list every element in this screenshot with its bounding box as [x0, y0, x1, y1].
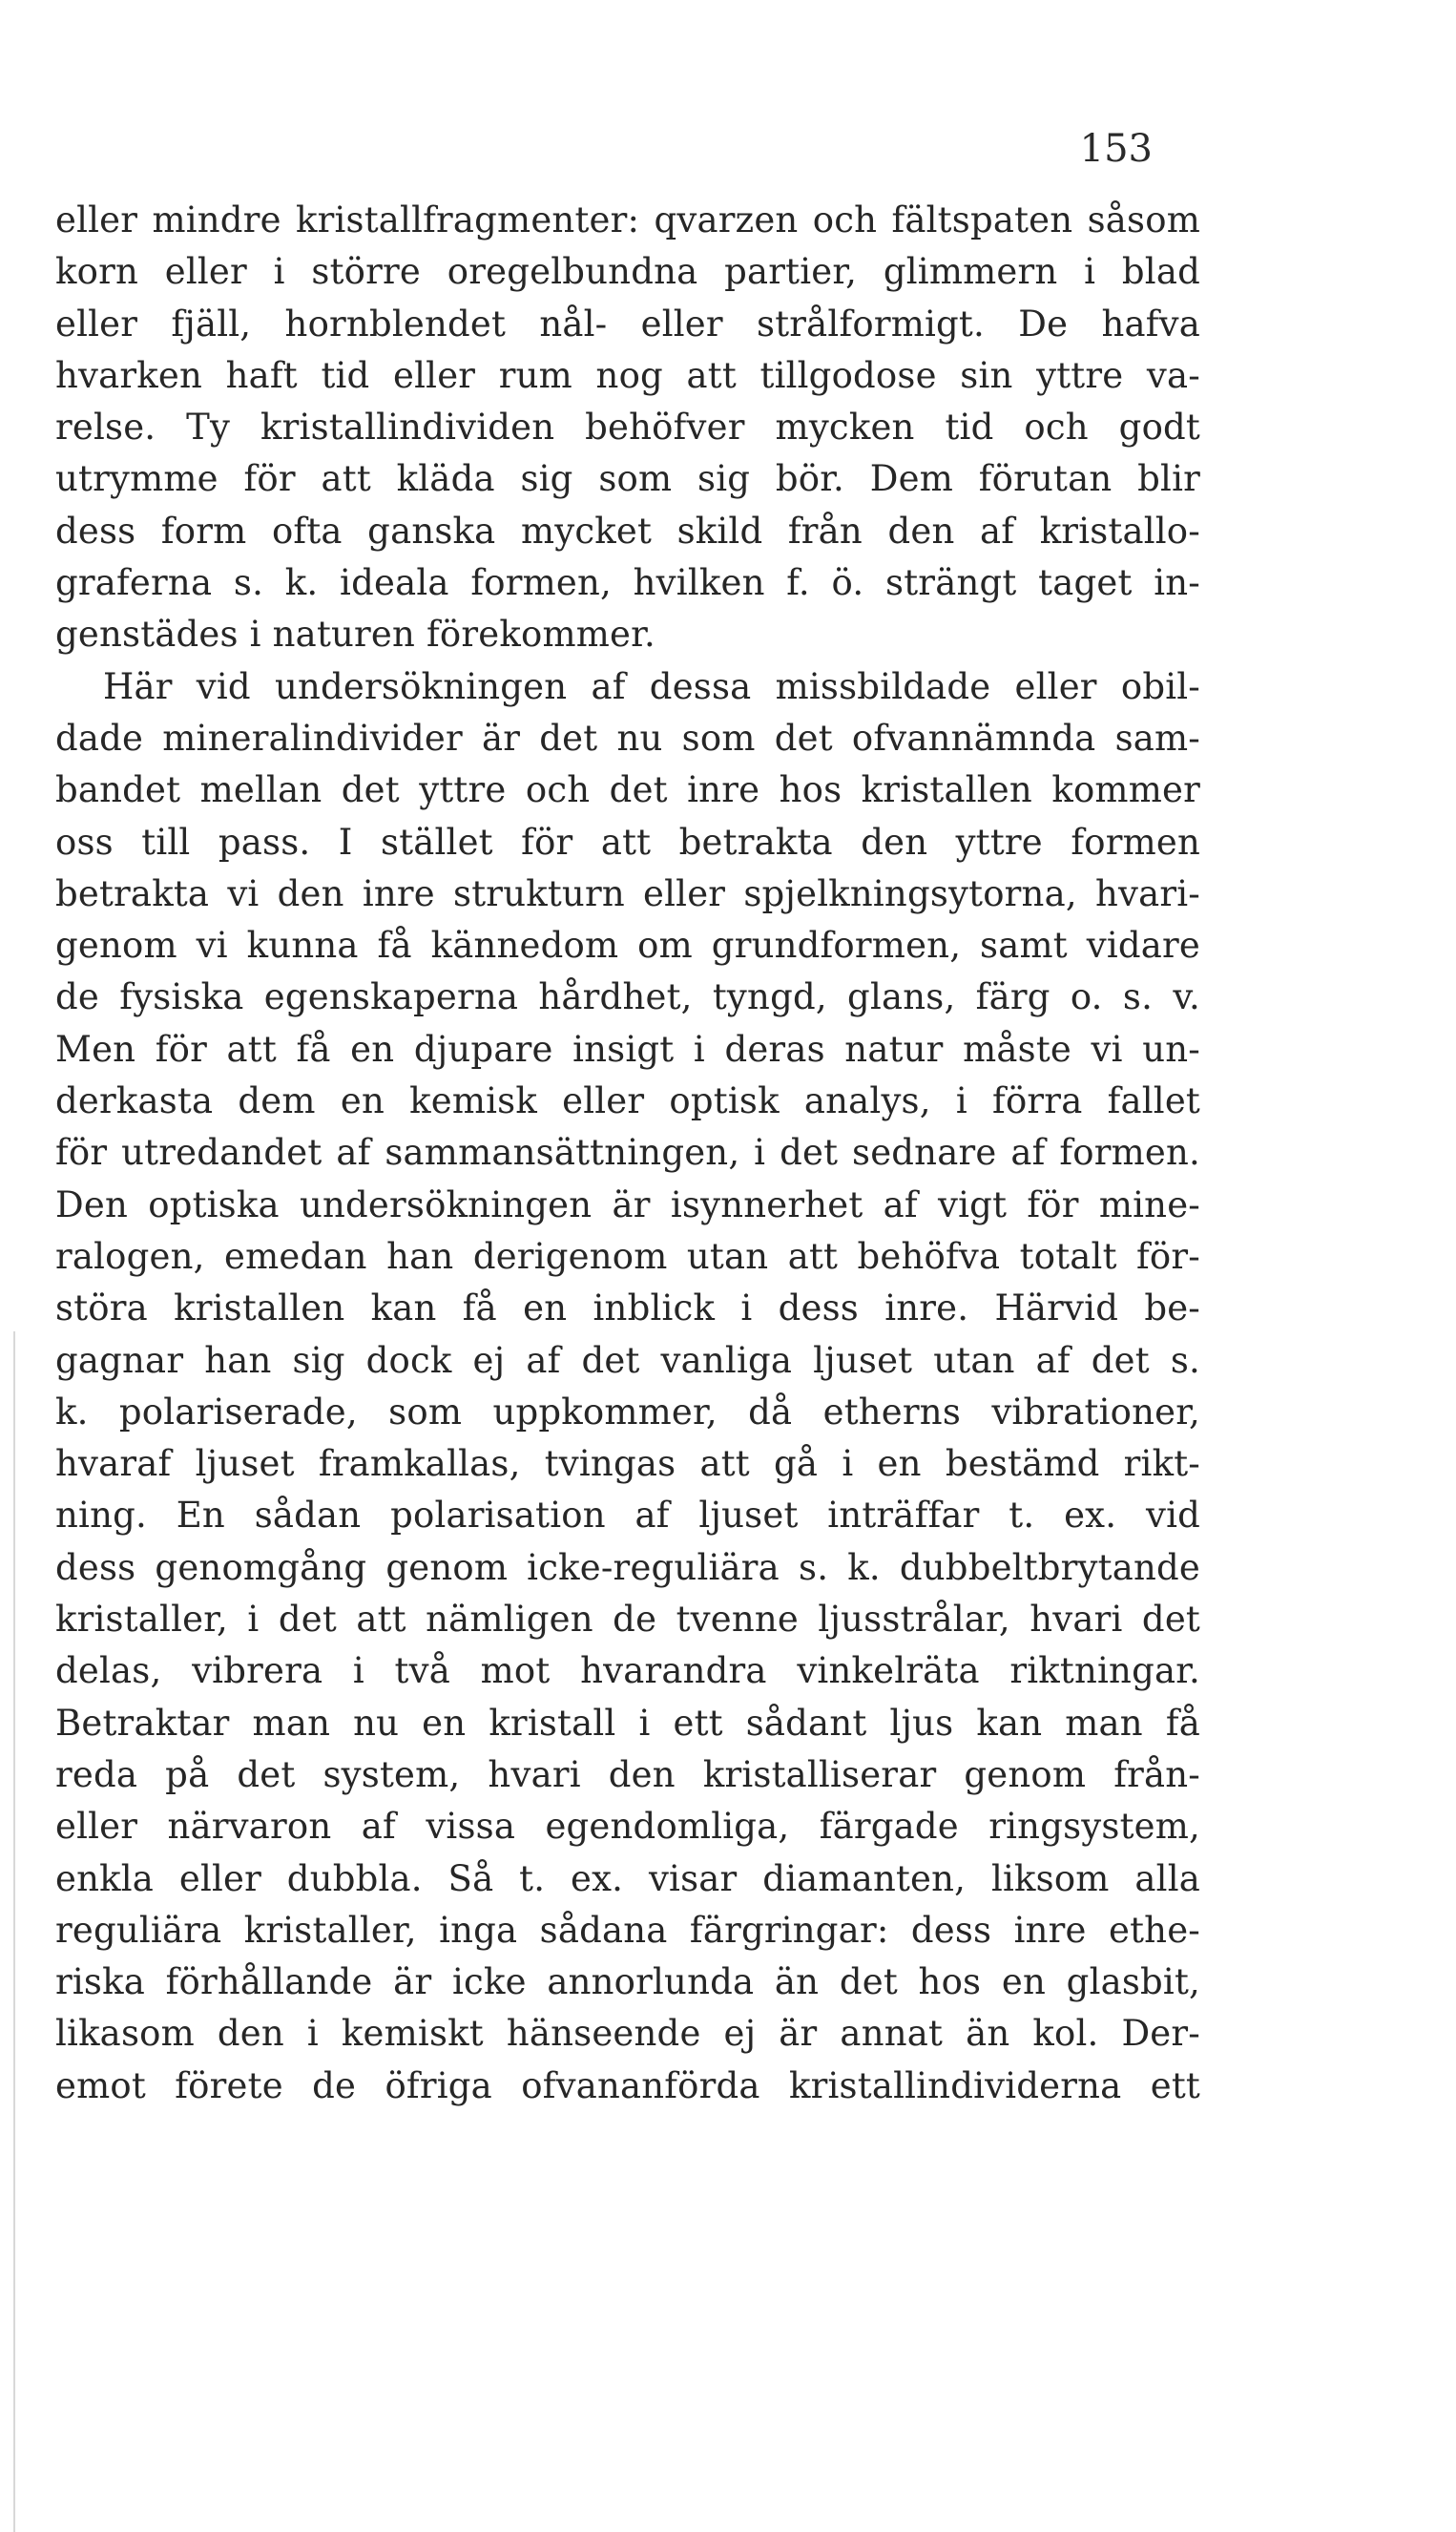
text-line: graferna s. k. ideala formen, hvilken f. ö. strängt taget in- [55, 562, 1200, 604]
text-line: derkasta dem en kemisk eller optisk analys, i förra fallet [55, 1080, 1200, 1122]
text-line: eller mindre kristallfragmenter: qvarzen och fältspaten såsom [55, 199, 1200, 241]
text-line: för utredandet af sammansättningen, i det sednare af formen. [55, 1132, 1200, 1174]
text-line: de fysiska egenskaperna hårdhet, tyngd, glans, färg o. s. v. [55, 976, 1200, 1018]
text-line: utrymme för att kläda sig som sig bör. Dem förutan blir [55, 458, 1200, 500]
text-line: bandet mellan det yttre och det inre hos kristallen kommer [55, 769, 1200, 811]
gutter-shadow-line [13, 1331, 15, 2532]
text-line: riska förhållande är icke annorlunda än det hos en glasbit, [55, 1961, 1200, 2003]
text-line: hvaraf ljuset framkallas, tvingas att gå i en bestämd rikt- [55, 1443, 1200, 1485]
text-line: dess form ofta ganska mycket skild från den af kristallo- [55, 510, 1200, 552]
text-line: ning. En sådan polarisation af ljuset inträffar t. ex. vid [55, 1495, 1200, 1537]
text-line: k. polariserade, som uppkommer, då etherns vibrationer, [55, 1391, 1200, 1433]
text-line: emot förete de öfriga ofvananförda kristallindividerna ett [55, 2064, 1200, 2106]
text-line: Den optiska undersökningen är isynnerhet af vigt för mine- [55, 1183, 1200, 1225]
paragraph-start-line: Här vid undersökningen af dessa missbildade eller obil- [103, 665, 1200, 707]
text-line: eller fjäll, hornblendet nål- eller strålformigt. De hafva [55, 303, 1200, 345]
text-line: kristaller, i det att nämligen de tvenne ljusstrålar, hvari det [55, 1599, 1200, 1641]
text-line: eller närvaron af vissa egendomliga, färgade ringsystem, [55, 1806, 1200, 1848]
text-line: likasom den i kemiskt hänseende ej är annat än kol. Der- [55, 2013, 1200, 2055]
text-line: enkla eller dubbla. Så t. ex. visar diamanten, liksom alla [55, 1857, 1200, 1899]
page-number: 153 [1079, 127, 1153, 171]
text-line: ralogen, emedan han derigenom utan att behöfva totalt för- [55, 1235, 1200, 1277]
text-line: dade mineralindivider är det nu som det ofvannämnda sam- [55, 717, 1200, 759]
text-line: oss till pass. I stället för att betrakta den yttre formen [55, 821, 1200, 863]
text-line: störa kristallen kan få en inblick i dess inre. Härvid be- [55, 1287, 1200, 1329]
text-line: delas, vibrera i två mot hvarandra vinkelräta riktningar. [55, 1650, 1200, 1692]
text-line: reda på det system, hvari den kristalliserar genom från- [55, 1753, 1200, 1795]
paragraph-end-line: genstädes i naturen förekommer. [55, 614, 655, 656]
text-line: reguliära kristaller, inga sådana färgringar: dess inre ethe- [55, 1909, 1200, 1951]
text-line: betrakta vi den inre strukturn eller spjelkningsytorna, hvari- [55, 872, 1200, 914]
text-line: Betraktar man nu en kristall i ett sådant ljus kan man få [55, 1702, 1200, 1744]
text-line: gagnar han sig dock ej af det vanliga ljuset utan af det s. [55, 1339, 1200, 1381]
text-line: dess genomgång genom icke-reguliära s. k. dubbeltbrytande [55, 1546, 1200, 1588]
text-line: korn eller i större oregelbundna partier, glimmern i blad [55, 251, 1200, 293]
body-text [55, 195, 1200, 2112]
text-line: relse. Ty kristallindividen behöfver mycken tid och godt [55, 407, 1200, 449]
text-line: Men för att få en djupare insigt i deras natur måste vi un- [55, 1028, 1200, 1070]
text-line: hvarken haft tid eller rum nog att tillgodose sin yttre va- [55, 354, 1200, 396]
text-line: genom vi kunna få kännedom om grundformen, samt vidare [55, 925, 1200, 967]
